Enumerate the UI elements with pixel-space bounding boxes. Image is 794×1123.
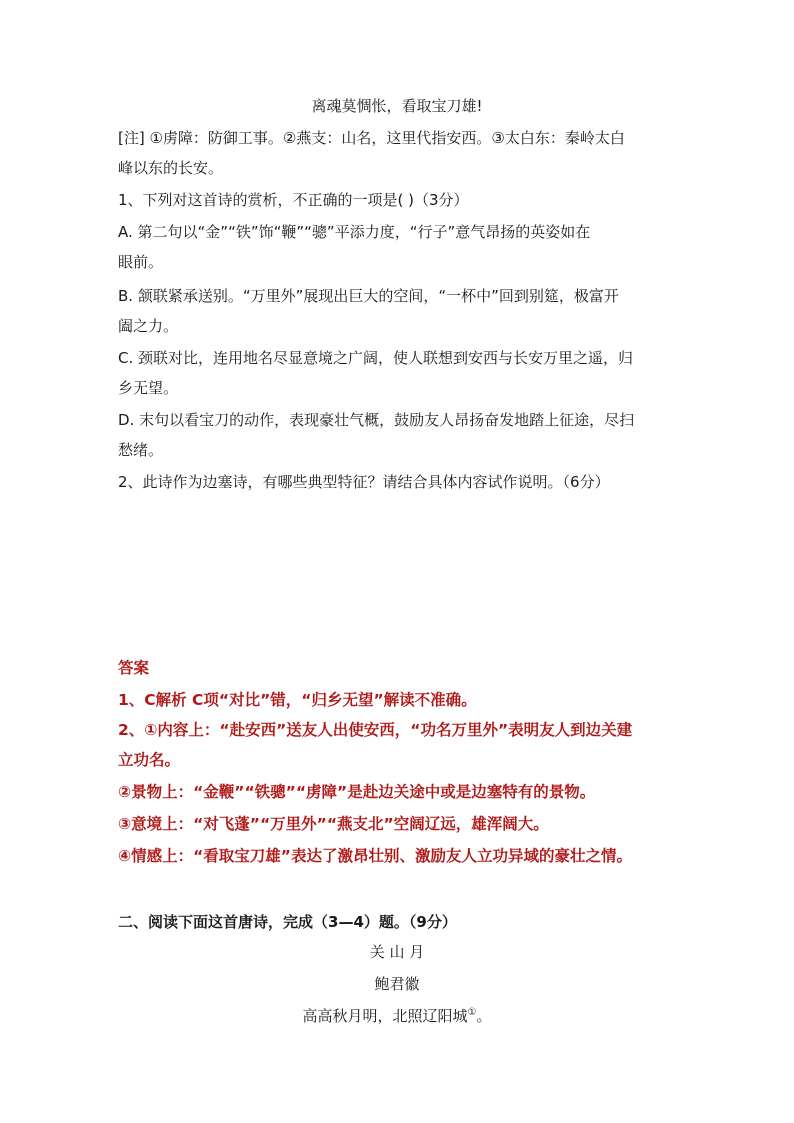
option-c-line-2: 乡无望。 <box>118 379 179 397</box>
answer-point-4: ④情感上：“看取宝刀雄”表达了激昂壮别、激励友人立功异域的豪壮之情。 <box>118 847 632 865</box>
question-1: 1、下列对这首诗的赏析，不正确的一项是( )（3分） <box>118 191 469 209</box>
poem-last-line: 离魂莫惆怅，看取宝刀雄! <box>311 97 483 115</box>
poem-2-title: 关 山 月 <box>369 943 425 961</box>
answer-heading: 答案 <box>118 659 150 677</box>
answer-2-line-2: 立功名。 <box>118 751 181 769</box>
poem-note-line-1: [注] ①虏障：防御工事。②燕支：山名，这里代指安西。③太白东：秦岭太白 <box>118 129 625 147</box>
option-a-line-1: A. 第二句以“金”“铁”饰“鞭”“骢”平添力度，“行子”意气昂扬的英姿如在 <box>118 223 591 241</box>
answer-1: 1、C解析 C项“对比”错，“归乡无望”解读不准确。 <box>118 691 477 709</box>
option-c-line-1: C. 颈联对比，连用地名尽显意境之广阔，使人联想到安西与长安万里之遥，归 <box>118 349 634 367</box>
poem-2-first-line-text: 高高秋月明，北照辽阳城 <box>302 1007 468 1025</box>
answer-point-2: ②景物上：“金鞭”“铁骢”“虏障”是赴边关途中或是边塞特有的景物。 <box>118 783 596 801</box>
poem-2-first-line <box>0 1006 794 1026</box>
question-2: 2、此诗作为边塞诗，有哪些典型特征？请结合具体内容试作说明。（6分） <box>118 473 610 491</box>
answer-point-3: ③意境上：“对飞蓬”“万里外”“燕支北”空阔辽远，雄浑阔大。 <box>118 815 549 833</box>
answer-2-line-1: 2、①内容上：“赴安西”送友人出使安西，“功名万里外”表明友人到边关建 <box>118 721 633 739</box>
footnote-mark: ① <box>467 1007 477 1018</box>
option-b-line-2: 阖之力。 <box>118 317 179 335</box>
option-d-line-2: 愁绪。 <box>118 441 164 459</box>
poem-note-line-2: 峰以东的长安。 <box>118 159 224 177</box>
poem-2-author: 鲍君徽 <box>374 975 420 993</box>
section-2-heading: 二、阅读下面这首唐诗，完成（3—4）题。（9分） <box>118 913 457 931</box>
poem-2-first-line-end: 。 <box>476 1007 492 1025</box>
option-b-line-1: B. 颔联紧承送别。“万里外”展现出巨大的空间，“一杯中”回到别筵，极富开 <box>118 287 619 305</box>
option-d-line-1: D. 末句以看宝刀的动作，表现豪壮气概，鼓励友人昂扬奋发地踏上征途，尽扫 <box>118 411 635 429</box>
option-a-line-2: 眼前。 <box>118 253 164 271</box>
